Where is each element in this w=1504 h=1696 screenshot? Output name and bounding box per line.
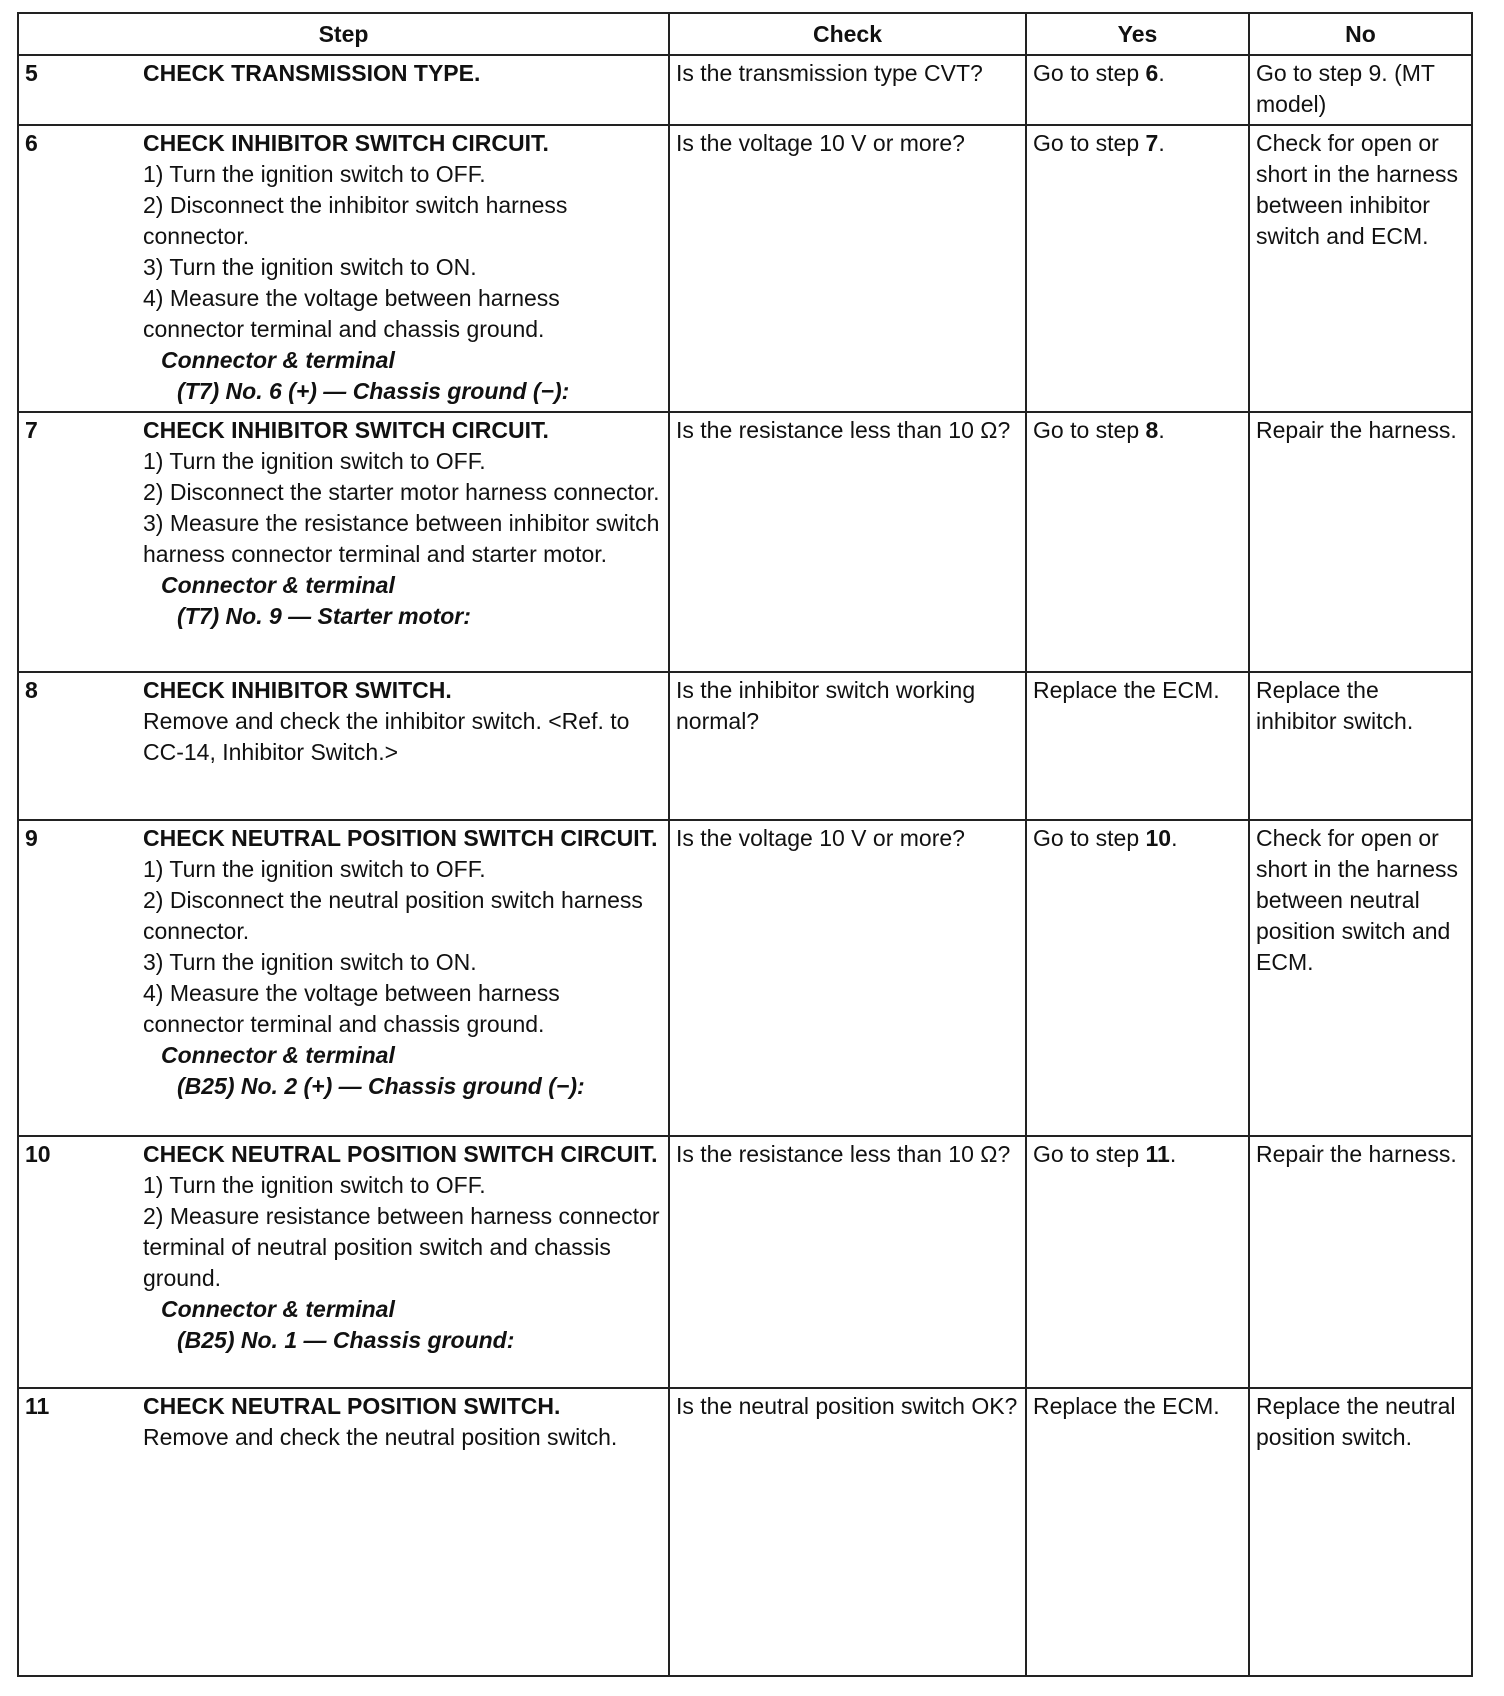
no-cell: Repair the harness.: [1249, 1136, 1472, 1388]
step-number: 8: [25, 677, 38, 703]
yes-text: Go to step: [1033, 825, 1146, 851]
yes-cell: [1026, 820, 1249, 1136]
step-cell: [18, 125, 669, 412]
yes-text: Go to step: [1033, 417, 1146, 443]
connector-heading: Connector & terminal: [161, 1296, 395, 1322]
connector-terminal: (T7) No. 6 (+) — Chassis ground (−):: [177, 378, 570, 404]
connector-terminal: (T7) No. 9 — Starter motor:: [177, 603, 471, 629]
table-row: [18, 672, 1472, 820]
table-header-row: [18, 13, 1472, 55]
yes-cell: [1026, 1136, 1249, 1388]
no-cell: Go to step 9. (MT model): [1249, 55, 1472, 125]
yes-cell: [1026, 55, 1249, 125]
header-check: Check: [669, 13, 1026, 55]
check-cell: Is the neutral position switch OK?: [669, 1388, 1026, 1676]
step-number: 7: [25, 417, 38, 443]
check-cell: Is the inhibitor switch working normal?: [669, 672, 1026, 820]
step-instruction: 2) Disconnect the neutral position switch harness connector.: [143, 887, 643, 944]
header-no: No: [1249, 13, 1472, 55]
yes-text: Go to step: [1033, 130, 1146, 156]
step-title: CHECK TRANSMISSION TYPE.: [143, 60, 481, 86]
check-cell: Is the resistance less than 10 Ω?: [669, 1136, 1026, 1388]
yes-text-end: .: [1158, 60, 1165, 86]
check-cell: Is the voltage 10 V or more?: [669, 125, 1026, 412]
yes-text-end: .: [1158, 417, 1165, 443]
yes-step-number: 11: [1145, 1141, 1170, 1167]
step-instruction: 3) Turn the ignition switch to ON.: [143, 949, 477, 975]
header-yes: Yes: [1026, 13, 1249, 55]
step-number: 11: [25, 1393, 50, 1419]
table-row: [18, 820, 1472, 1136]
step-number: 9: [25, 825, 38, 851]
connector-terminal: (B25) No. 1 — Chassis ground:: [177, 1327, 515, 1353]
no-cell: Check for open or short in the harness between neutral position switch and ECM.: [1249, 820, 1472, 1136]
step-number: 5: [25, 60, 38, 86]
yes-cell: [1026, 125, 1249, 412]
header-step: Step: [18, 13, 669, 55]
step-instruction: 3) Measure the resistance between inhibitor switch harness connector terminal and starter motor.: [143, 510, 660, 567]
yes-text-end: .: [1171, 825, 1178, 851]
step-title: CHECK INHIBITOR SWITCH.: [143, 677, 452, 703]
step-cell: [18, 1388, 669, 1676]
yes-text: Replace the ECM.: [1033, 677, 1220, 703]
yes-text: Go to step: [1033, 1141, 1146, 1167]
step-cell: [18, 55, 669, 125]
step-title: CHECK NEUTRAL POSITION SWITCH CIRCUIT.: [143, 825, 658, 851]
table-row: [18, 1136, 1472, 1388]
check-cell: Is the transmission type CVT?: [669, 55, 1026, 125]
check-cell: Is the voltage 10 V or more?: [669, 820, 1026, 1136]
step-instruction: 2) Disconnect the inhibitor switch harness connector.: [143, 192, 568, 249]
no-cell: Check for open or short in the harness between inhibitor switch and ECM.: [1249, 125, 1472, 412]
yes-step-number: 8: [1145, 417, 1159, 443]
yes-step-number: 6: [1145, 60, 1159, 86]
step-instruction: 1) Turn the ignition switch to OFF.: [143, 856, 486, 882]
yes-cell: [1026, 672, 1249, 820]
step-instruction: Remove and check the inhibitor switch. <Ref. to CC-14, Inhibitor Switch.>: [143, 708, 630, 765]
step-number: 6: [25, 130, 38, 156]
step-cell: [18, 412, 669, 672]
step-title: CHECK NEUTRAL POSITION SWITCH.: [143, 1393, 561, 1419]
connector-terminal: (B25) No. 2 (+) — Chassis ground (−):: [177, 1073, 585, 1099]
check-cell: Is the resistance less than 10 Ω?: [669, 412, 1026, 672]
diagnostic-table: [17, 12, 1473, 1677]
yes-step-number: 10: [1145, 825, 1172, 851]
table-row: [18, 412, 1472, 672]
step-instruction: Remove and check the neutral position switch.: [143, 1424, 618, 1450]
step-cell: [18, 672, 669, 820]
step-instruction: 4) Measure the voltage between harness connector terminal and chassis ground.: [143, 980, 560, 1037]
step-instruction: 3) Turn the ignition switch to ON.: [143, 254, 477, 280]
table-row: [18, 125, 1472, 412]
connector-heading: Connector & terminal: [161, 572, 395, 598]
step-number: 10: [25, 1141, 51, 1167]
step-cell: [18, 820, 669, 1136]
table-row: [18, 1388, 1472, 1676]
step-cell: [18, 1136, 669, 1388]
step-title: CHECK INHIBITOR SWITCH CIRCUIT.: [143, 417, 549, 443]
step-title: CHECK NEUTRAL POSITION SWITCH CIRCUIT.: [143, 1141, 658, 1167]
step-instruction: 2) Measure resistance between harness connector terminal of neutral position switch and chassis ground.: [143, 1203, 660, 1291]
step-instruction: 1) Turn the ignition switch to OFF.: [143, 1172, 486, 1198]
yes-cell: [1026, 1388, 1249, 1676]
step-instruction: 1) Turn the ignition switch to OFF.: [143, 448, 486, 474]
yes-text-end: .: [1169, 1141, 1177, 1167]
no-cell: Repair the harness.: [1249, 412, 1472, 672]
yes-cell: [1026, 412, 1249, 672]
connector-heading: Connector & terminal: [161, 347, 395, 373]
yes-text-end: .: [1158, 130, 1165, 156]
step-title: CHECK INHIBITOR SWITCH CIRCUIT.: [143, 130, 549, 156]
step-instruction: 1) Turn the ignition switch to OFF.: [143, 161, 486, 187]
yes-text: Replace the ECM.: [1033, 1393, 1220, 1419]
yes-text: Go to step: [1033, 60, 1146, 86]
table-row: [18, 55, 1472, 125]
no-cell: Replace the inhibitor switch.: [1249, 672, 1472, 820]
connector-heading: Connector & terminal: [161, 1042, 395, 1068]
no-cell: Replace the neutral position switch.: [1249, 1388, 1472, 1676]
step-instruction: 4) Measure the voltage between harness connector terminal and chassis ground.: [143, 285, 560, 342]
yes-step-number: 7: [1145, 130, 1159, 156]
step-instruction: 2) Disconnect the starter motor harness connector.: [143, 479, 660, 505]
